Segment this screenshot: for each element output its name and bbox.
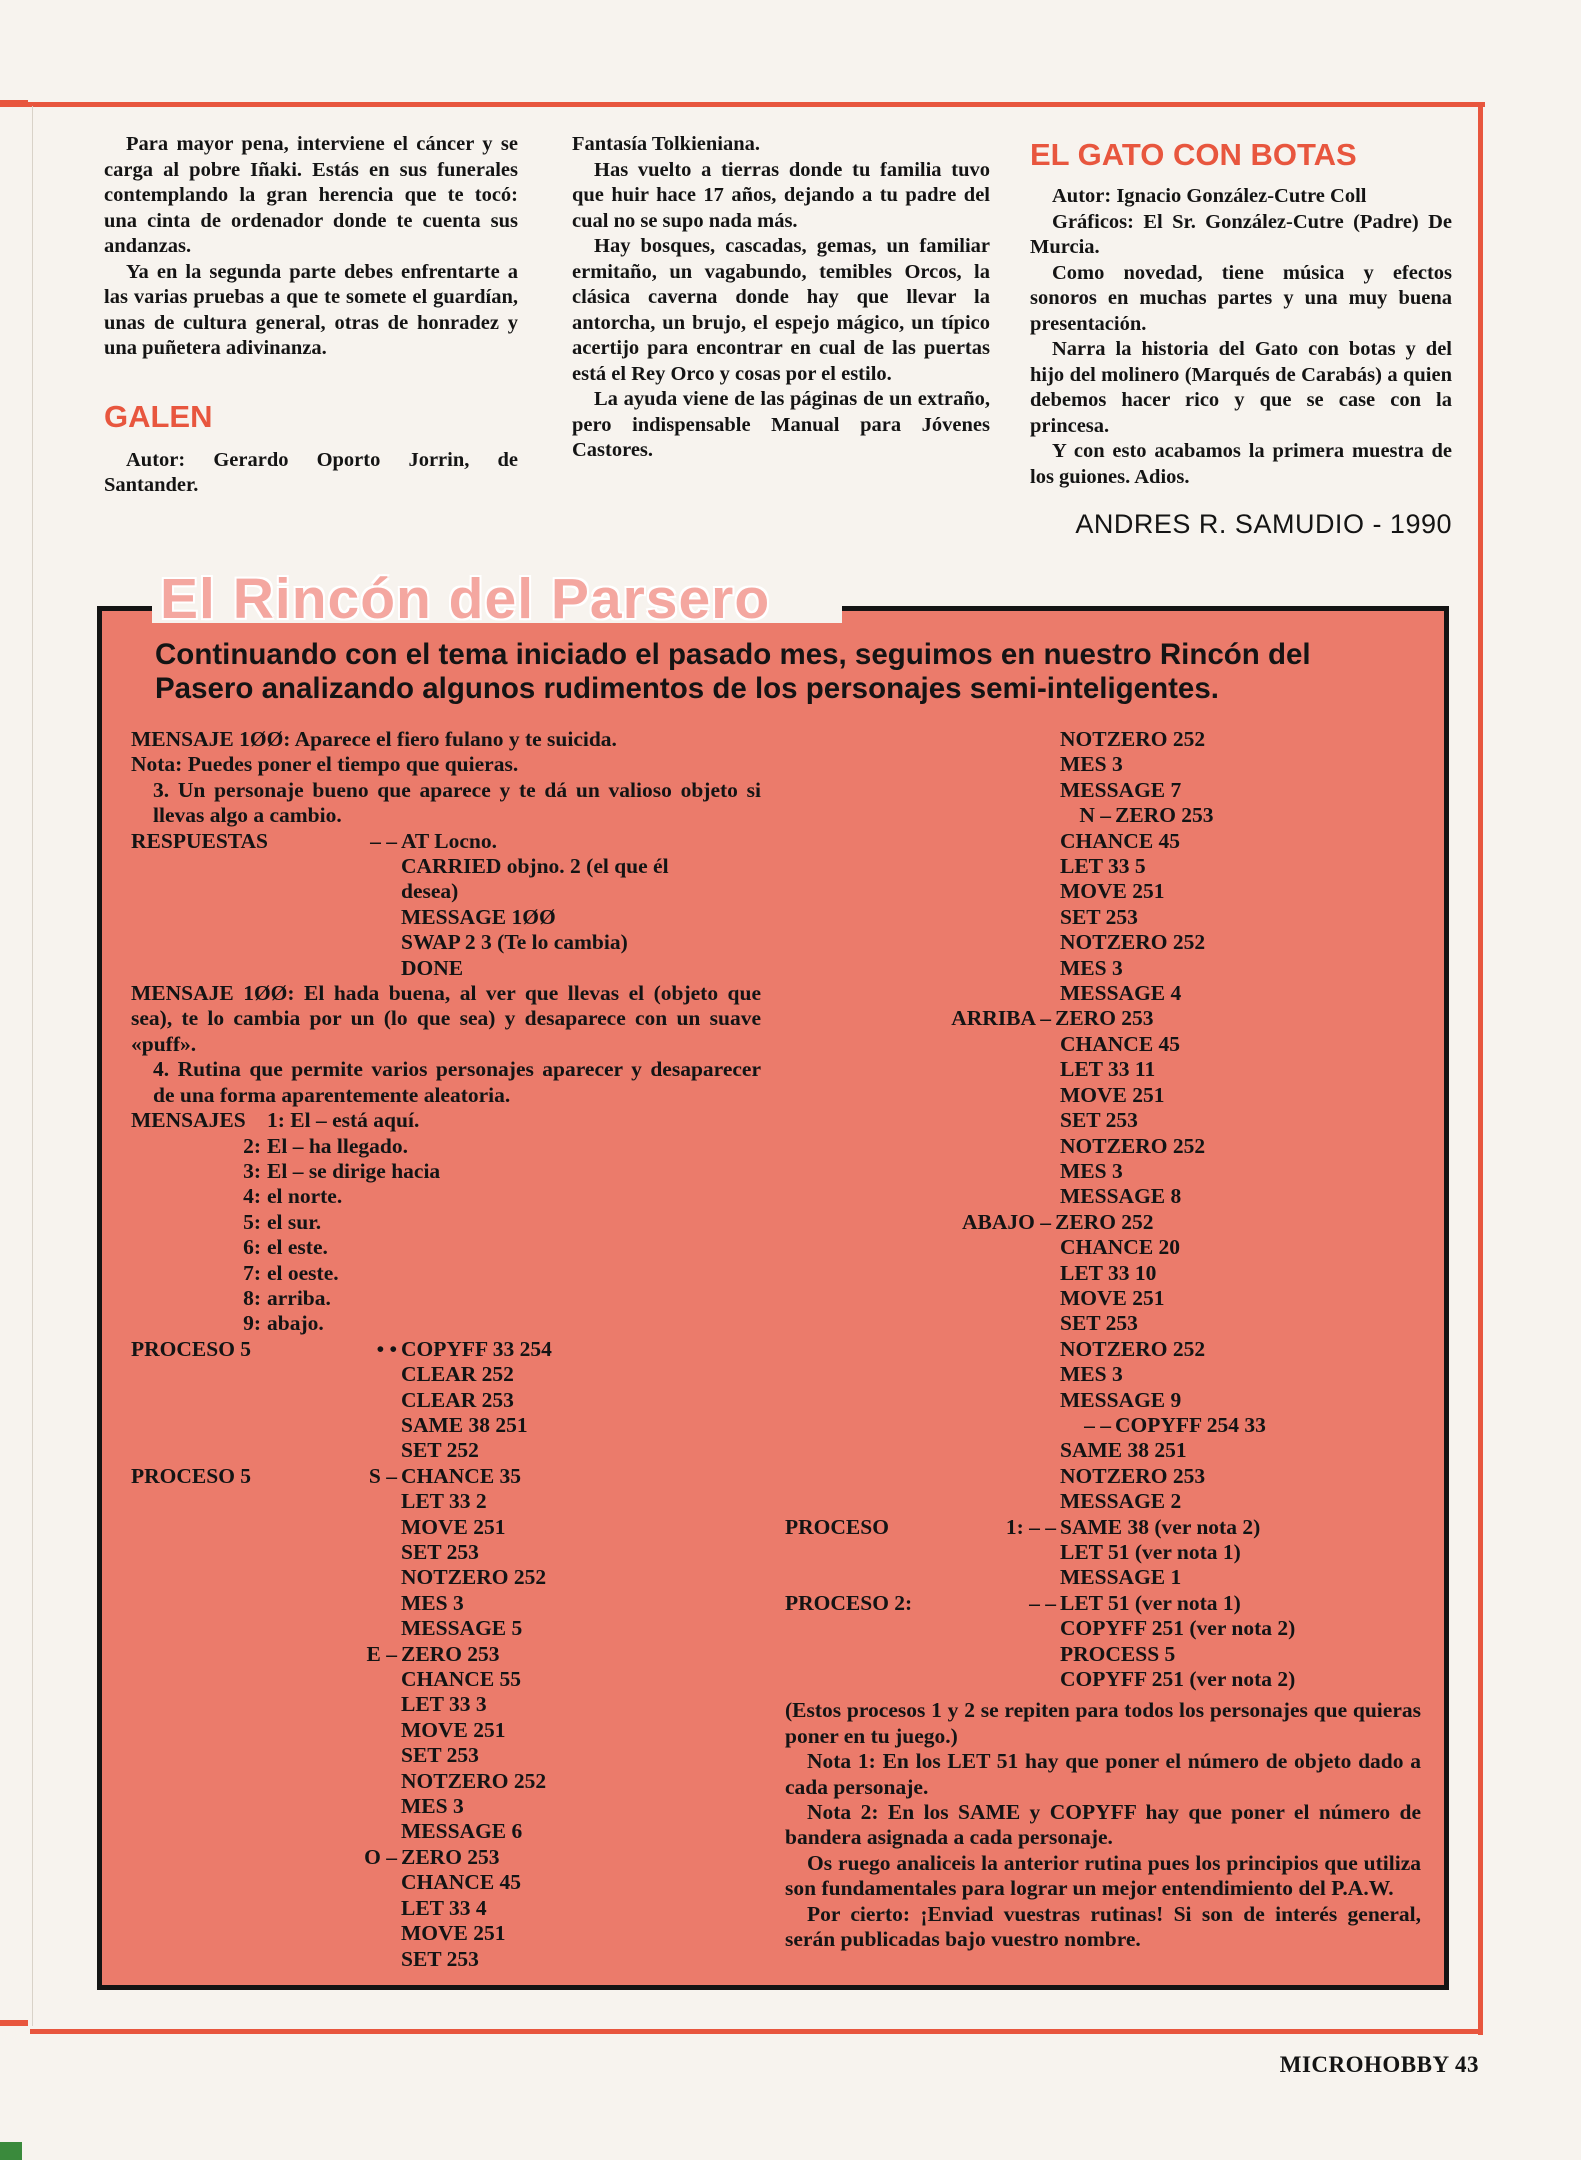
- paragraph: Y con esto acabamos la primera muestra de los guiones. Adios.: [1030, 440, 1452, 488]
- paragraph: Has vuelto a tierras donde tu familia tuvo que huir hace 17 años, dejando a tu padre del cual no se supo nada más.: [572, 158, 990, 232]
- margin-mark-bottom: [0, 2020, 28, 2026]
- page-number: 43: [1455, 2052, 1479, 2077]
- message-key: 2:: [243, 1133, 261, 1158]
- game-title-galen: GALEN: [104, 398, 213, 434]
- message-text: arriba.: [267, 1285, 331, 1310]
- code-cmd: AT Locno.: [401, 828, 497, 853]
- code-cmd: MOVE 251: [401, 1717, 506, 1742]
- message-text: el norte.: [267, 1184, 343, 1209]
- code-mark: N –: [1079, 803, 1111, 828]
- code-cmd: NOTZERO 253: [1060, 1463, 1206, 1488]
- code-cmd: SET 253: [401, 1946, 479, 1971]
- corner-mark: [0, 2142, 22, 2160]
- code-cmd: SET 253: [1060, 1108, 1138, 1133]
- code-cmd: ZERO 253: [1115, 803, 1214, 828]
- code-cmd: SET 252: [401, 1438, 479, 1463]
- code-cmd: CHANCE 35: [401, 1463, 522, 1488]
- paragraph: Narra la historia del Gato con botas y del hijo del molinero (Marqués de Carabás) a quien debemos hacer rico y que se case con la princesa.: [1030, 338, 1452, 437]
- notes: [785, 1698, 1421, 1952]
- message-row: [131, 1210, 761, 1235]
- paragraph: Hay bosques, cascadas, gemas, un familiar ermitaño, un vagabundo, temibles Orcos, la clásica caverna donde hay que llevar la antorcha, un brujo, el espejo mágico, un típico acertijo para encontrar en cual de las puertas está el Rey Orco y cosas por el estilo.: [572, 235, 990, 385]
- code-cmd: SAME 38 251: [1060, 1438, 1187, 1463]
- page-gutter-line: [32, 106, 33, 2026]
- box-right-column: [785, 727, 1421, 1953]
- code-mark: E –: [366, 1641, 397, 1666]
- code-row: [785, 803, 1421, 828]
- code-cmd: NOTZERO 252: [1060, 930, 1206, 955]
- code-cmd: LET 33 4: [401, 1895, 487, 1920]
- code-cmd: MOVE 251: [1060, 1285, 1165, 1310]
- message-text: El – ha llegado.: [267, 1133, 408, 1158]
- message-key: 7:: [243, 1260, 261, 1285]
- code-cmd: MESSAGE 8: [1060, 1184, 1182, 1209]
- code-row: [131, 1642, 761, 1667]
- message-row: [131, 1134, 761, 1159]
- message-row: [131, 1261, 761, 1286]
- code-cmd: CHANCE 55: [401, 1667, 522, 1692]
- text-line: MENSAJE 1ØØ: Aparece el fiero fulano y te suicida.: [131, 727, 617, 751]
- code-mark: – –: [1084, 1412, 1111, 1437]
- code-cmd: LET 33 2: [401, 1489, 487, 1514]
- code-cmd: SAME 38 251: [401, 1412, 528, 1437]
- note: (Estos procesos 1 y 2 se repiten para todos los personajes que quieras poner en tu juego.): [785, 1698, 1421, 1748]
- code-cmd: MES 3: [401, 1794, 464, 1819]
- code-cmd: COPYFF 251 (ver nota 2): [1060, 1667, 1296, 1692]
- code-row: [131, 1845, 761, 1870]
- code-cmd: ZERO 252: [1055, 1209, 1154, 1234]
- code-cmd: NOTZERO 252: [401, 1768, 547, 1793]
- code-cmd: MES 3: [1060, 955, 1123, 980]
- page-footer: [1280, 2052, 1479, 2078]
- code-mark: • •: [376, 1336, 397, 1361]
- code-cmd: MOVE 251: [401, 1514, 506, 1539]
- code-cmd: CHANCE 45: [1060, 1031, 1181, 1056]
- code-cmd: MES 3: [401, 1590, 464, 1615]
- paragraph: Ya en la segunda parte debes enfrentarte a las varias pruebas a que te somete el guardían, unas de cultura general, otras de honradez y una puñetera adivinanza.: [104, 260, 518, 359]
- code-mark: S –: [368, 1463, 397, 1488]
- code-cmd: SET 253: [401, 1743, 479, 1768]
- code-cmd: CHANCE 45: [401, 1870, 522, 1895]
- author-signature: ANDRES R. SAMUDIO - 1990: [1075, 509, 1452, 539]
- message-text: el este.: [267, 1235, 328, 1260]
- code-label: PROCESO: [785, 1514, 889, 1539]
- code-row: [131, 829, 761, 854]
- paragraph: Como novedad, tiene música y efectos sonoros en muchas partes y una muy buena presentación.: [1030, 261, 1452, 335]
- code-cmd: MOVE 251: [401, 1921, 506, 1946]
- code-cmd: LET 33 11: [1060, 1057, 1156, 1082]
- message-text: el sur.: [267, 1209, 322, 1234]
- code-mark: O –: [364, 1844, 397, 1869]
- code-mark: – –: [370, 828, 397, 853]
- text-line: Nota: Puedes poner el tiempo que quieras.: [131, 752, 519, 777]
- code-cmd: CHANCE 45: [1060, 828, 1181, 853]
- message-row: [131, 1311, 761, 1336]
- code-row: [785, 1591, 1421, 1616]
- column-1: [104, 132, 518, 499]
- code-cmd: CHANCE 20: [1060, 1235, 1181, 1260]
- code-label: PROCESO 2:: [785, 1590, 913, 1615]
- code-cmd: SET 253: [1060, 904, 1138, 929]
- message-text: El – se dirige hacia: [267, 1158, 441, 1183]
- code-row: [785, 1515, 1421, 1540]
- gato-author: Autor: Ignacio González-Cutre Coll: [1052, 185, 1367, 207]
- frame-bottom-rule: [30, 2029, 1483, 2034]
- code-cmd: PROCESS 5: [1060, 1641, 1176, 1666]
- box-intro: Continuando con el tema iniciado el pasado mes, seguimos en nuestro Rincón del Pasero analizando algunos rudimentos de los personajes semi-inteligentes.: [155, 638, 1311, 705]
- code-cmd: CARRIED objno. 2 (el que él: [401, 854, 669, 879]
- code-cmd: NOTZERO 252: [1060, 1133, 1206, 1158]
- code-cmd: SET 253: [1060, 1311, 1138, 1336]
- code-mark: – –: [1029, 1590, 1056, 1615]
- code-cmd: desea): [401, 879, 459, 904]
- code-label: PROCESO 5: [131, 1336, 252, 1361]
- message-row: [131, 1159, 761, 1184]
- code-cmd: MESSAGE 7: [1060, 777, 1182, 802]
- code-cmd: MOVE 251: [1060, 879, 1165, 904]
- code-cmd: MESSAGE 5: [401, 1616, 523, 1641]
- note: Por cierto: ¡Enviad vuestras rutinas! Si son de interés general, serán publicadas bajo vuestro nombre.: [785, 1901, 1421, 1952]
- paragraph: Fantasía Tolkieniana.: [572, 133, 760, 155]
- code-cmd: MES 3: [1060, 1362, 1123, 1387]
- message-text: El – está aquí.: [290, 1108, 420, 1133]
- code-cmd: NOTZERO 252: [401, 1565, 547, 1590]
- code-cmd: COPYFF 251 (ver nota 2): [1060, 1616, 1296, 1641]
- code-cmd: NOTZERO 252: [1060, 1336, 1206, 1361]
- code-cmd: MESSAGE 1ØØ: [401, 904, 556, 929]
- gato-graphics: Gráficos: El Sr. González-Cutre (Padre) De Murcia.: [1030, 210, 1452, 258]
- frame-right-rule: [1478, 102, 1483, 2035]
- code-cmd: MESSAGE 6: [401, 1819, 523, 1844]
- box-left-column: [131, 727, 761, 1972]
- code-mark: 1: – –: [1005, 1514, 1056, 1539]
- message-key: 4:: [243, 1184, 261, 1209]
- paragraph: La ayuda viene de las páginas de un extraño, pero indispensable Manual para Jóvenes Castores.: [572, 388, 990, 461]
- message-key: 6:: [243, 1235, 261, 1260]
- code-cmd: DONE: [401, 955, 464, 980]
- code-label: RESPUESTAS: [131, 828, 269, 853]
- code-cmd: MES 3: [1060, 752, 1123, 777]
- code-cmd: COPYFF 254 33: [1115, 1412, 1266, 1437]
- code-cmd: MOVE 251: [1060, 1082, 1165, 1107]
- note: Nota 1: En los LET 51 hay que poner el número de objeto dado a cada personaje.: [785, 1749, 1421, 1799]
- code-cmd: COPYFF 33 254: [401, 1336, 552, 1361]
- message-key: 8:: [243, 1285, 261, 1310]
- message-text: abajo.: [267, 1311, 324, 1336]
- code-cmd: LET 33 3: [401, 1692, 487, 1717]
- message-row: [131, 1286, 761, 1311]
- note: Os ruego analiceis la anterior rutina pues los principios que utiliza son fundamentales para lograr un mejor entendimiento del P.A.W.: [785, 1850, 1421, 1901]
- code-cmd: LET 33 5: [1060, 854, 1146, 879]
- code-cmd: MESSAGE 2: [1060, 1489, 1182, 1514]
- column-2: [572, 132, 990, 464]
- code-row: [785, 1006, 1421, 1031]
- code-cmd: LET 51 (ver nota 1): [1060, 1540, 1241, 1564]
- paragraph: Para mayor pena, interviene el cáncer y se carga al pobre Iñaki. Estás en sus funerales contemplando la gran herencia que te tocó: una cinta de ordenador donde te cuenta sus andanzas.: [104, 133, 518, 257]
- code-row: [131, 1337, 761, 1362]
- code-mark: ABAJO –: [962, 1209, 1051, 1234]
- message-row: [131, 1235, 761, 1260]
- code-cmd: SAME 38 (ver nota 2): [1060, 1514, 1261, 1539]
- box-title: El Rincón del Parsero: [160, 567, 771, 631]
- code-cmd: ZERO 253: [1055, 1006, 1154, 1031]
- code-cmd: SET 253: [401, 1540, 479, 1564]
- magazine-name: MICROHOBBY: [1279, 2052, 1449, 2077]
- code-cmd: ZERO 253: [401, 1844, 500, 1869]
- code-row: [131, 1464, 761, 1489]
- code-cmd: ZERO 253: [401, 1641, 500, 1666]
- message-row: [131, 1184, 761, 1209]
- code-cmd: LET 51 (ver nota 1): [1060, 1590, 1241, 1615]
- code-cmd: CLEAR 252: [401, 1362, 514, 1387]
- code-row: [785, 1413, 1421, 1438]
- message-label: MENSAJES: [131, 1108, 246, 1133]
- galen-author: Autor: Gerardo Oporto Jorrin, de Santander.: [104, 448, 518, 496]
- code-mark: ARRIBA –: [951, 1006, 1051, 1031]
- frame-top-rule: [0, 102, 1485, 107]
- message-text: el oeste.: [267, 1260, 339, 1285]
- text-line: MENSAJE 1ØØ: El hada buena, al ver que llevas el (objeto que sea), te lo cambia por un (lo que sea) y desaparece con un suave «puff».: [131, 981, 761, 1056]
- message-key: 3:: [243, 1158, 261, 1183]
- text-line: 3. Un personaje bueno que aparece y te dá un valioso objeto si llevas algo a cambio.: [153, 777, 761, 828]
- code-cmd: MES 3: [1060, 1158, 1123, 1183]
- column-3: [1030, 138, 1452, 538]
- code-cmd: MESSAGE 1: [1060, 1565, 1182, 1590]
- code-cmd: MESSAGE 9: [1060, 1387, 1182, 1412]
- message-key: 5:: [243, 1209, 261, 1234]
- code-label: PROCESO 5: [131, 1463, 252, 1488]
- code-cmd: LET 33 10: [1060, 1260, 1157, 1285]
- text-line: 4. Rutina que permite varios personajes aparecer y desaparecer de una forma aparentemente aleatoria.: [153, 1057, 761, 1107]
- game-title-gato-con-botas: EL GATO CON BOTAS: [1030, 137, 1357, 172]
- message-key: 1:: [267, 1108, 285, 1133]
- message-row: [131, 1108, 761, 1133]
- code-cmd: SWAP 2 3 (Te lo cambia): [401, 930, 628, 955]
- note: Nota 2: En los SAME y COPYFF hay que poner el número de bandera asignada a cada personaje.: [785, 1800, 1421, 1850]
- code-row: [785, 1210, 1421, 1235]
- code-cmd: MESSAGE 4: [1060, 981, 1182, 1006]
- code-cmd: CLEAR 253: [401, 1387, 514, 1412]
- code-cmd: NOTZERO 252: [1060, 727, 1206, 751]
- message-key: 9:: [243, 1311, 261, 1336]
